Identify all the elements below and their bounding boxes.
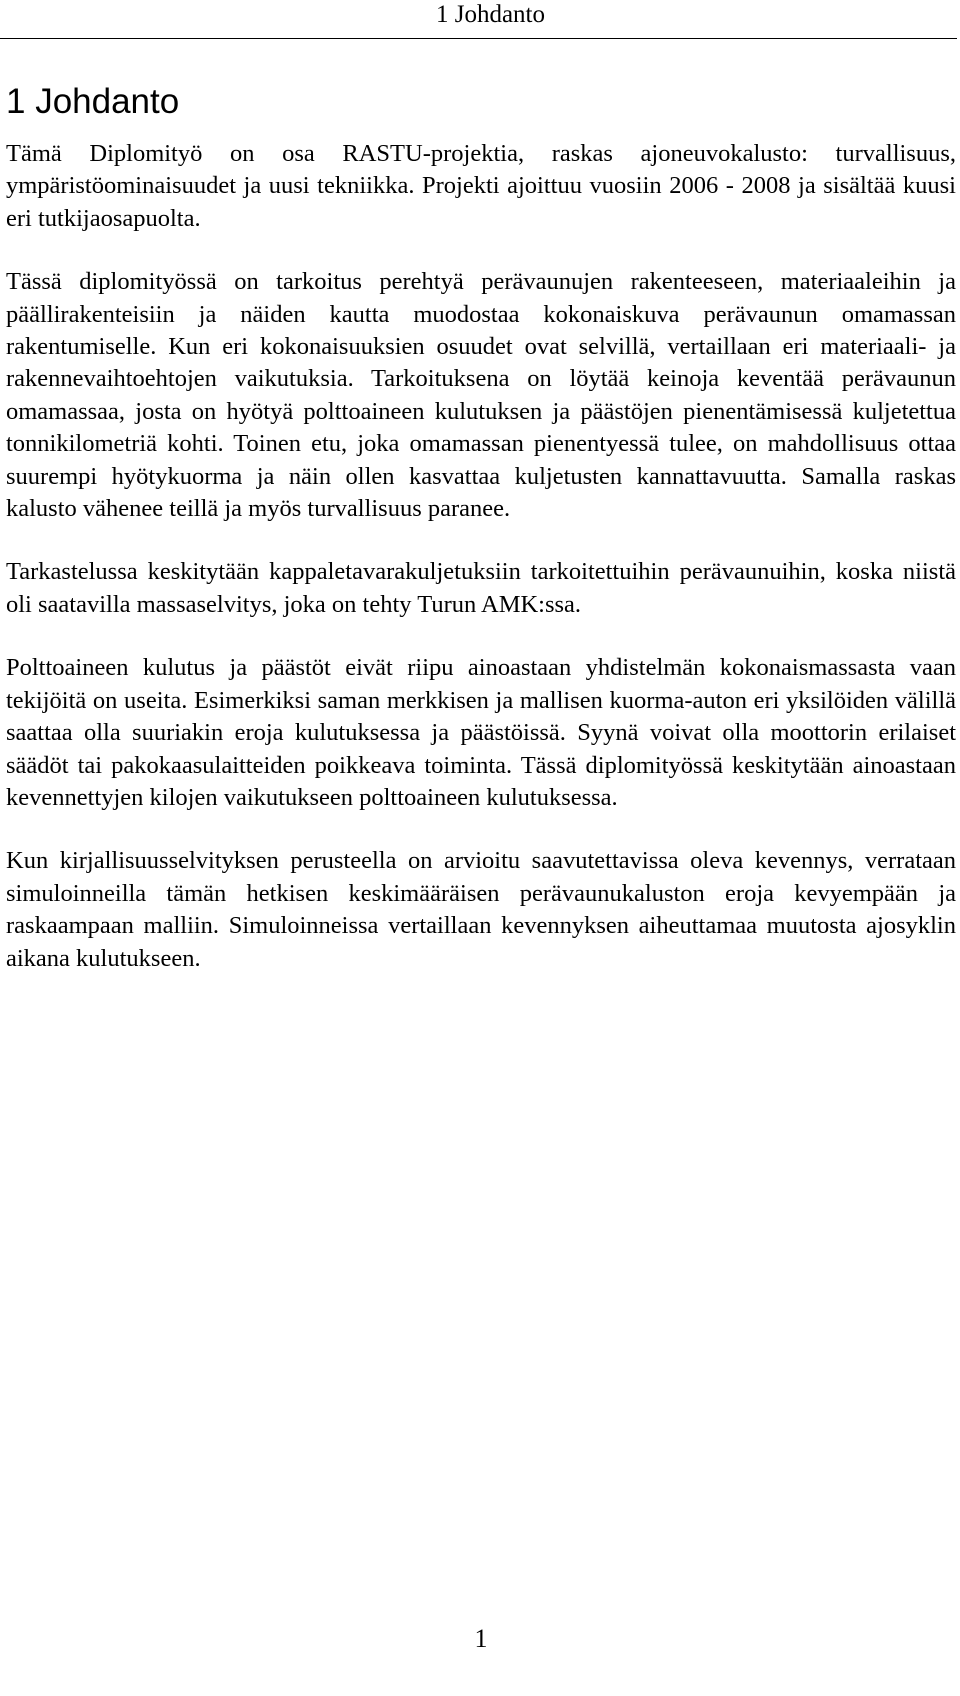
page-number: 1 [474, 1624, 488, 1653]
paragraph-purpose: Tässä diplomityössä on tarkoitus perehtyä perävaunujen rakenteeseen, materiaaleihin ja päällirakenteisiin ja näiden kautta muodostaa kokonaiskuva perävaunun omamassan rakentumiselle. Kun eri kokonaisuuksien osuudet ovat selvillä, vertaillaan eri materiaali- ja rakennevaihtoehtojen vaikutuksia. Tarkoituksena on löytää keinoja keventää perävaunun omamassaa, josta on hyötyä polttoaineen kulutuksen ja päästöjen pienentämisessä kuljetettua tonnikilometriä kohti. Toinen etu, joka omamassan pienentyessä tulee, on mahdollisuus ottaa suurempi hyötykuorma ja näin ollen kasvattaa kuljetusten kannattavuutta. Samalla raskas kalusto vähenee teillä ja myös turvallisuus paranee. [6, 268, 956, 523]
paragraph-simulation: Kun kirjallisuusselvityksen perusteella on arvioitu saavutettavissa oleva kevennys, verrataan simuloinneilla tämän hetkisen keskimääräisen perävaunukaluston eroja kevyempään ja raskaampaan malliin. Simuloinneissa vertaillaan kevennyksen aiheuttamaa muutosta ajosyklin aikana kulutukseen. [6, 847, 956, 972]
chapter-title: 1 Johdanto [6, 82, 180, 121]
body-text [6, 138, 956, 975]
paragraph-consumption: Polttoaineen kulutus ja päästöt eivät riipu ainoastaan yhdistelmän kokonaismassasta vaan tekijöitä on useita. Esimerkiksi saman merkkisen ja mallisen kuorma-auton eri yksilöiden välillä saattaa olla suuriakin eroja kulutuksessa ja päästöissä. Syynä voivat olla moottorin erilaiset säädöt tai pakokaasulaitteiden poikkeava toiminta. Tässä diplomityössä keskitytään ainoastaan kevennettyjen kilojen vaikutukseen polttoaineen kulutuksessa. [6, 654, 956, 811]
running-header: 1 Johdanto [435, 1, 545, 28]
paragraph-intro: Tämä Diplomityö on osa RASTU-projektia, raskas ajoneuvokalusto: turvallisuus, ympäristöominaisuudet ja uusi tekniikka. Projekti ajoittuu vuosiin 2006 - 2008 ja sisältää kuusi eri tutkijaosapuolta. [6, 140, 956, 232]
header-rule [0, 38, 957, 39]
paragraph-scope: Tarkastelussa keskitytään kappaletavarakuljetuksiin tarkoitettuihin perävaunuihin, koska niistä oli saatavilla massaselvitys, joka on tehty Turun AMK:ssa. [6, 558, 956, 618]
